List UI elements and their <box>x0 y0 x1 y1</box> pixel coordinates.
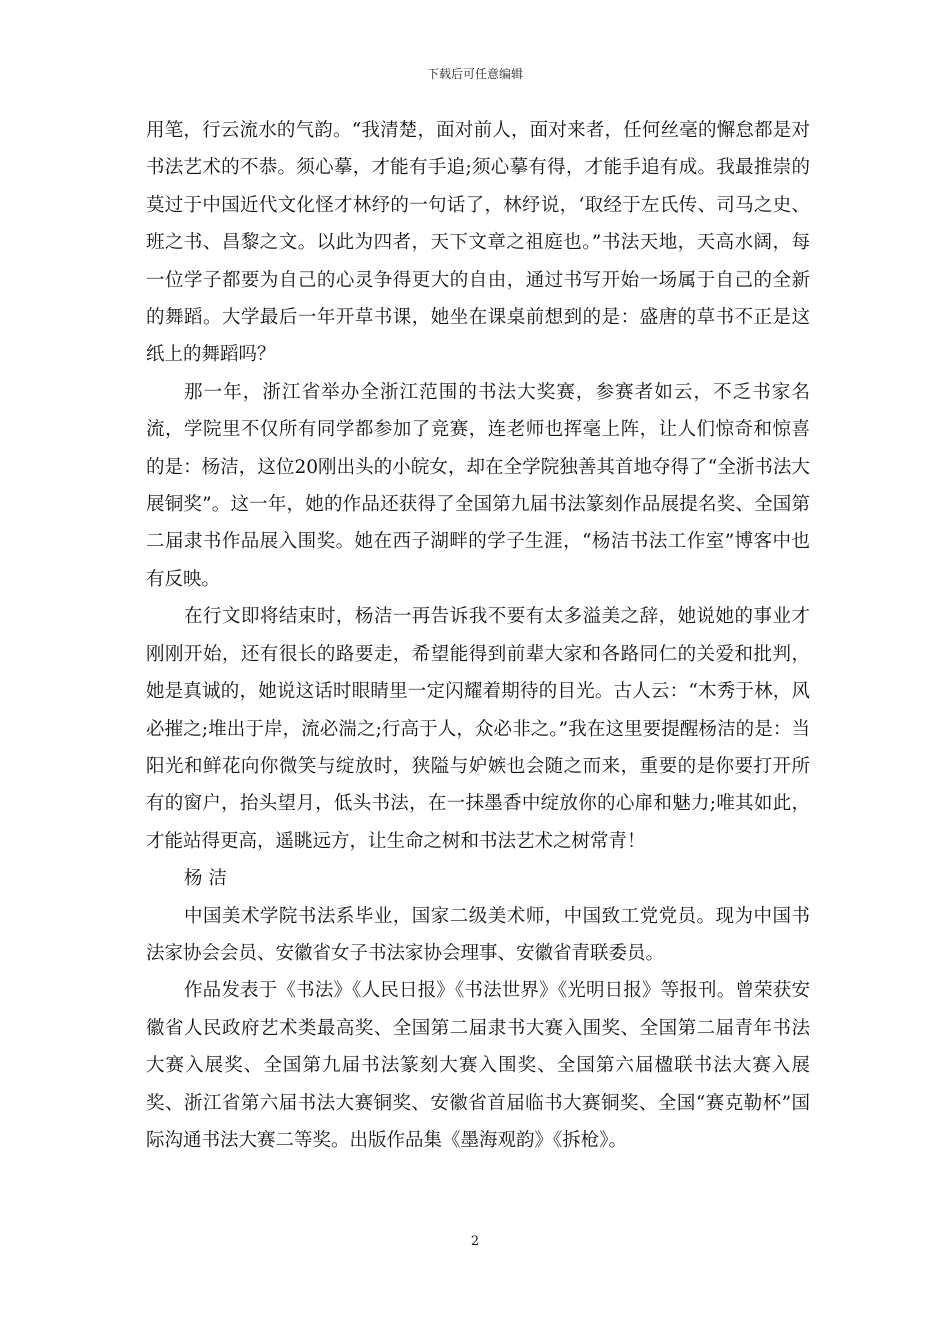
text-line: 书法大展铜奖”。这一年，她的作品还获得了全国第九届书法篆刻作品展提名 <box>146 456 810 516</box>
text-line: 要的是你要打开所有的窗户，抬头望月，低头书法，在一抹墨香中绽放你的心 <box>146 755 810 815</box>
text-line: 书法家协会会员、安徽省女子书法家协会理事、安徽省青联委员。 <box>146 905 810 964</box>
text-line: 醒杨洁的是：当阳光和鲜花向你微笑与绽放时，狭隘与妒嫉也会随之而来，重 <box>146 718 810 777</box>
text-line: 推崇的莫过于中国近代文化怪才林纾的一句话了，林纾说，‘取经于左氏传、 <box>146 157 810 216</box>
text-line: 作室”博客中也有反映。 <box>146 531 810 590</box>
text-line: 作品发表于《书法》《人民日报》《书法世界》《光明日报》等报刊。曾 <box>184 980 755 1002</box>
text-line: 司马之史、班之书、昌黎之文。以此为四者，天下文章之祖庭也。”书法天地， <box>146 194 810 254</box>
text-line: 喜的是：杨洁，这位20刚出头的小皖女，却在全学院独善其首地夺得了“全浙 <box>146 419 810 478</box>
text-line: 那一年，浙江省举办全浙江范围的书法大奖赛，参赛者如云，不乏书家名 <box>184 381 810 403</box>
text-line: “赛克勒杯”国际沟通书法大赛二等奖。出版作品集《墨海观韵》《拆枪》。 <box>146 1092 810 1151</box>
text-line: 杨 洁 <box>184 868 227 890</box>
text-line: 是对书法艺术的不恭。须心摹，才能有手追;须心摹有得，才能手追有成。我最 <box>146 120 810 179</box>
text-line: 天高水阔，每一位学子都要为自己的心灵争得更大的自由，通过书写开始一场 <box>146 232 810 291</box>
text-line: 荣获安徽省人民政府艺术类最高奖、全国第二届隶书大赛入围奖、全国第二届 <box>146 980 810 1039</box>
text-line: 青年书法大赛入展奖、全国第九届书法篆刻大赛入围奖、全国第六届楹联书法 <box>146 1017 810 1077</box>
text-line: 判，她是真诚的，她说这话时眼睛里一定闪耀着期待的目光。古人云：“木秀 <box>146 643 810 703</box>
paragraph-1 <box>146 112 810 374</box>
text-line: 才刚刚开始，还有很长的路要走，希望能得到前辈大家和各路同仁的关爱和批 <box>146 606 810 665</box>
paragraph-3 <box>146 598 810 860</box>
paragraph-2 <box>146 374 810 598</box>
text-line: 在行文即将结束时，杨洁一再告诉我不要有太多溢美之辞，她说她的事业 <box>184 606 792 628</box>
text-line: 青！ <box>608 830 646 852</box>
article-body <box>146 112 810 1159</box>
text-line: 于林，风必摧之;堆出于岸，流必湍之;行高于人，众必非之。”我在这里要提 <box>146 681 810 740</box>
text-line: 大赛入展奖、浙江省第六届书法大赛铜奖、安徽省首届临书大赛铜奖、全国 <box>146 1055 810 1114</box>
author-name <box>146 860 810 897</box>
text-line: 扉和魅力;唯其如此，才能站得更高，遥眺远方，让生命之树和书法艺术之树常 <box>146 793 810 852</box>
text-line: 用笔，行云流水的气韵。“我清楚，面对前人，面对来者，任何丝毫的懈怠都 <box>146 120 773 141</box>
author-awards-paragraph <box>146 972 810 1159</box>
text-line: 唐的草书不正是这纸上的舞蹈吗？ <box>146 307 810 366</box>
page-header: 下载后可任意编辑 <box>426 67 523 81</box>
text-line: 奖、全国第二届隶书作品展入围奖。她在西子湖畔的学子生涯，“杨洁书法工 <box>146 494 810 553</box>
text-line: 流，学院里不仅所有同学都参加了竞赛，连老师也挥毫上阵，让人们惊奇和惊 <box>146 419 792 441</box>
author-bio-paragraph <box>146 898 810 973</box>
page-number: 2 <box>470 1234 480 1249</box>
text-line: 属于自己的全新的舞蹈。大学最后一年开草书课，她坐在课桌前想到的是：盛 <box>146 269 810 329</box>
text-line: 中国美术学院书法系毕业，国家二级美术师，中国致工党党员。现为中国 <box>184 905 792 927</box>
